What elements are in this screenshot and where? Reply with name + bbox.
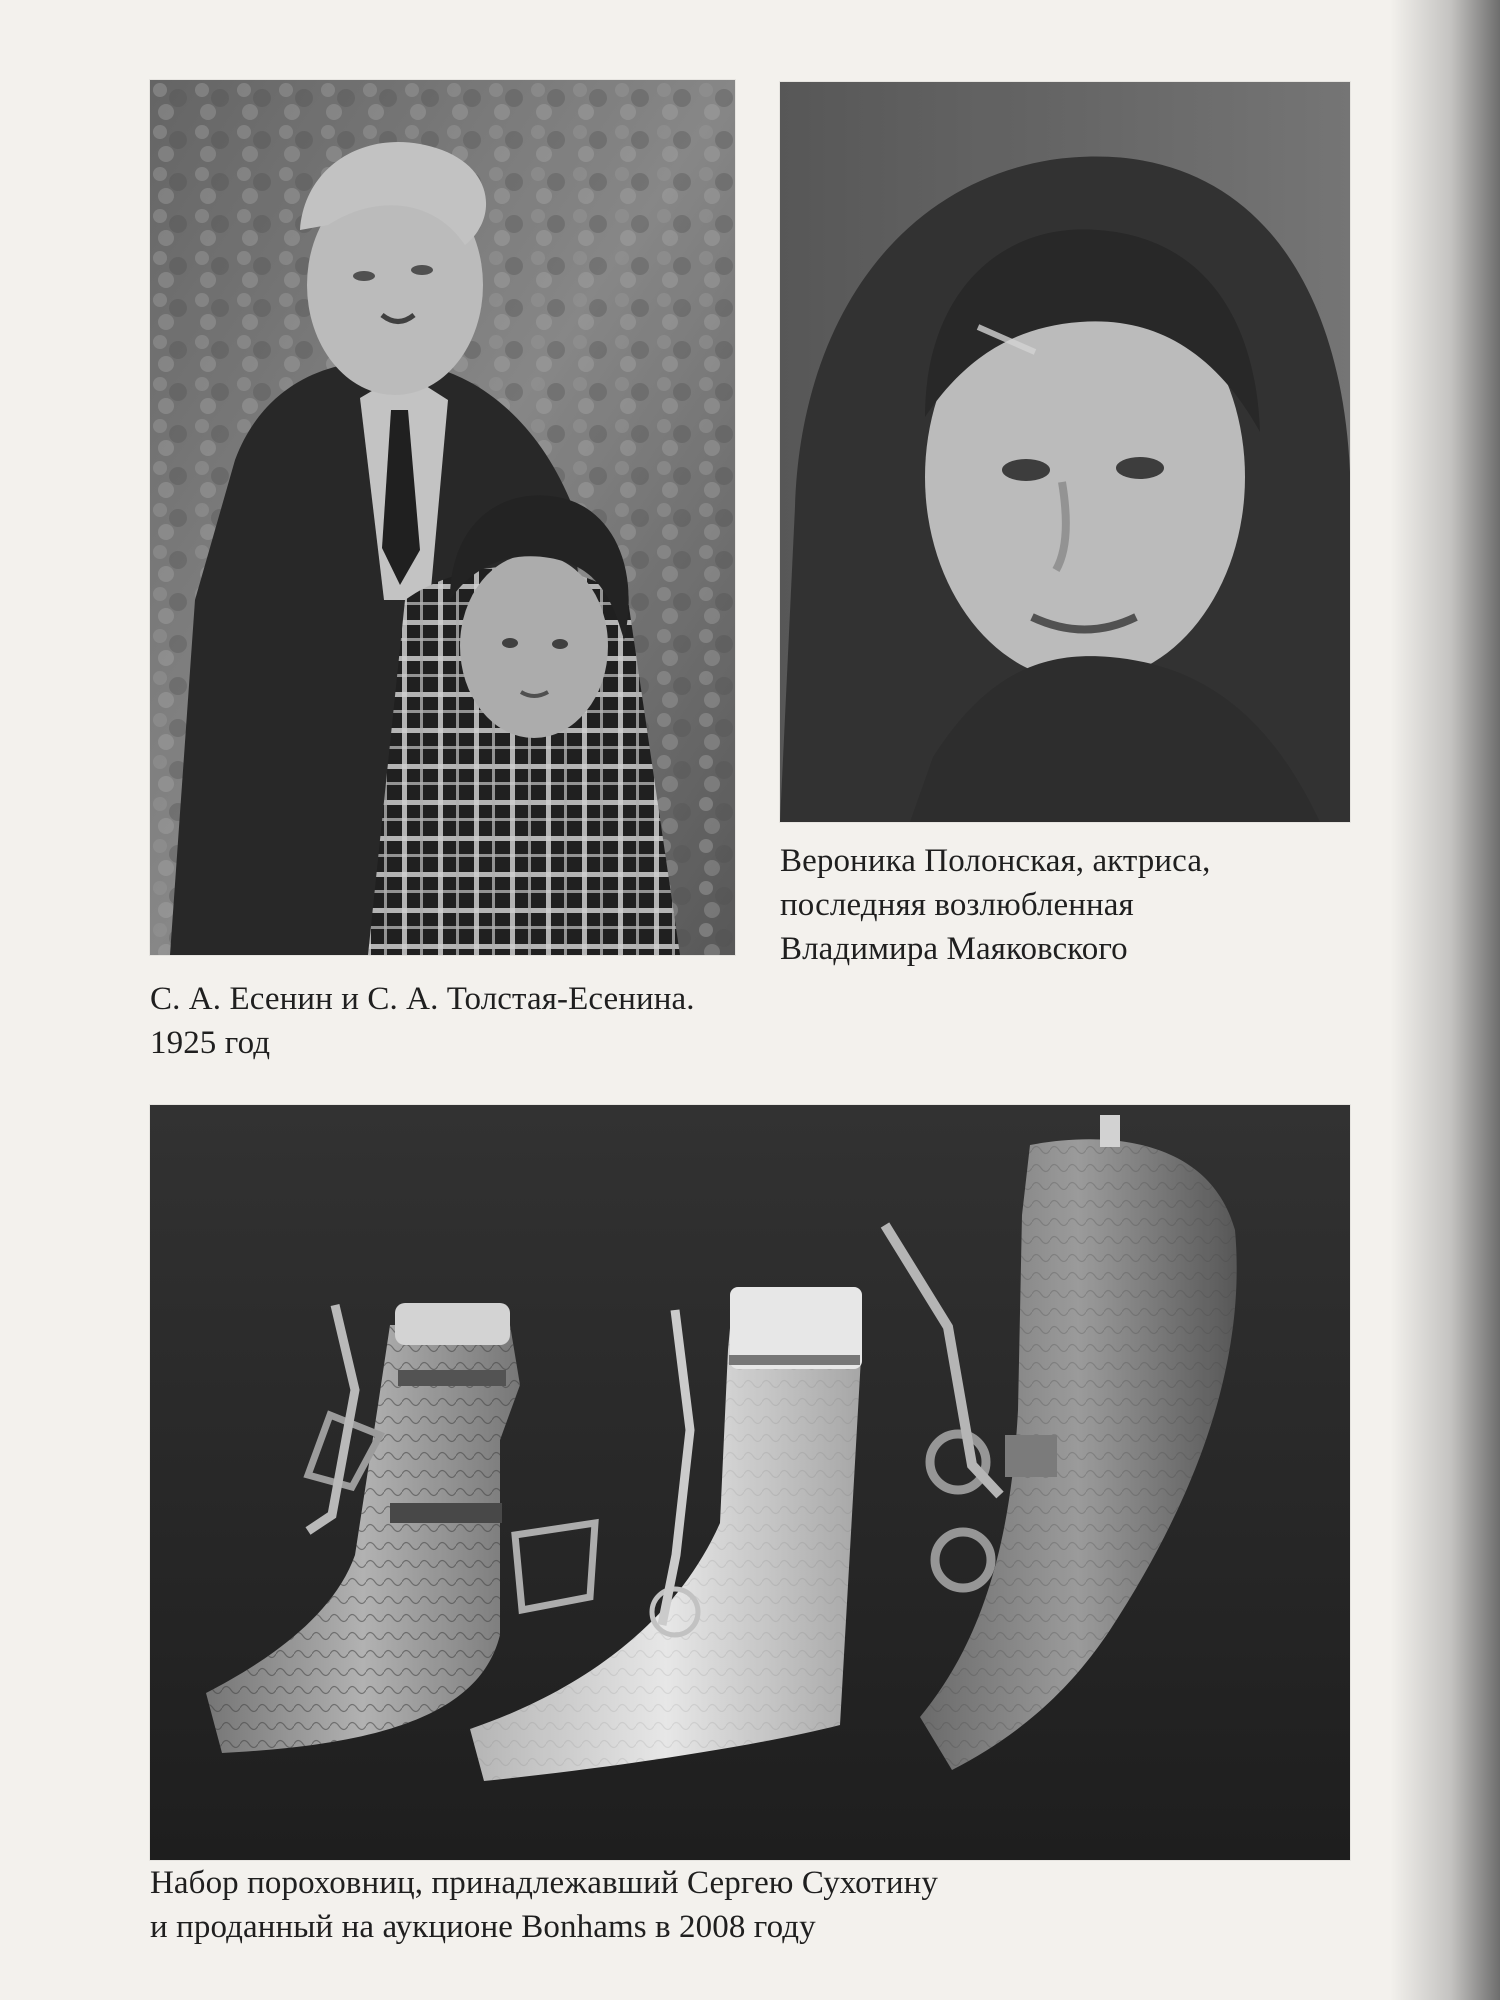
photo-veronika-polonskaya bbox=[780, 82, 1350, 822]
caption-line: Владимира Маяковского bbox=[780, 930, 1128, 967]
page-shadow bbox=[1390, 0, 1500, 2000]
photo-powder-horns bbox=[150, 1105, 1350, 1860]
caption-line: Набор пороховниц, принадлежавший Сергею Сухотину bbox=[150, 1865, 938, 1901]
caption-line: 1925 год bbox=[150, 1024, 271, 1061]
caption-powder-horns bbox=[150, 1862, 1350, 1950]
caption-line: Вероника Полонская, актриса, bbox=[780, 843, 1211, 879]
caption-line: и проданный на аукционе Bonhams в 2008 году bbox=[150, 1908, 816, 1945]
photo-esenin-tolstaya bbox=[150, 80, 735, 955]
caption-veronika-polonskaya bbox=[780, 840, 1350, 972]
caption-esenin-tolstaya bbox=[150, 978, 770, 1066]
caption-line: последняя возлюбленная bbox=[780, 886, 1134, 923]
caption-line: С. А. Есенин и С. А. Толстая-Есенина. bbox=[150, 981, 695, 1017]
